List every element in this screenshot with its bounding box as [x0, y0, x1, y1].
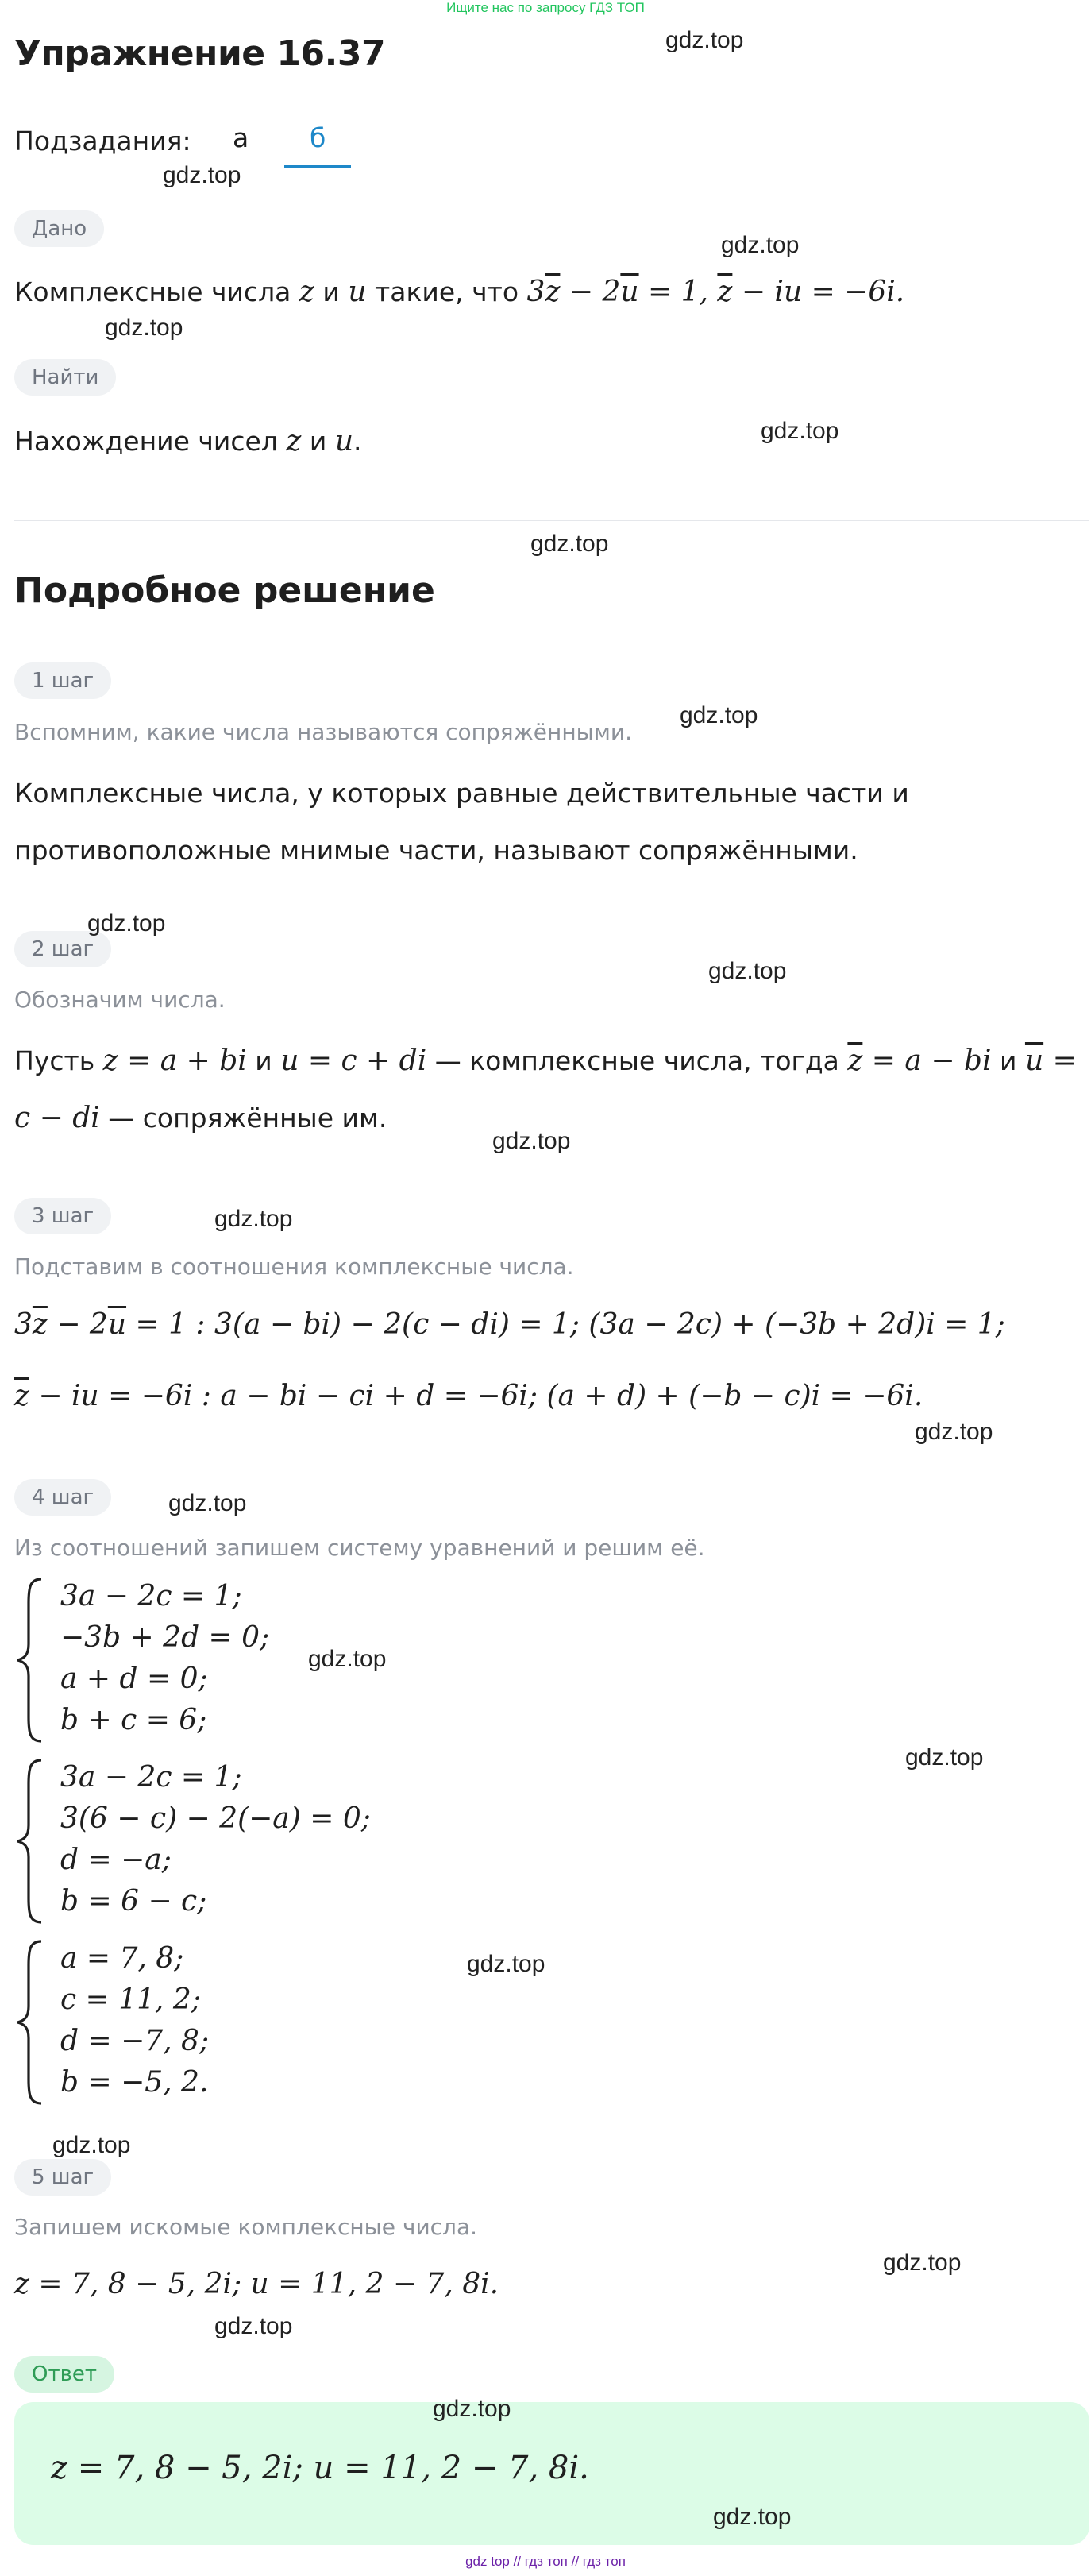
watermark: gdz.top	[708, 958, 787, 984]
watermark: gdz.top	[915, 1419, 993, 1445]
find-chip: Найти	[14, 359, 116, 396]
top-banner[interactable]: Ищите нас по запросу ГДЗ ТОП	[446, 0, 645, 15]
answer-box	[14, 2402, 1089, 2545]
answer-chip: Ответ	[14, 2356, 114, 2393]
step1-hint: Вспомним, какие числа называются сопряжёнными.	[14, 719, 632, 745]
system3-eq3: d = −7, 8;	[60, 2025, 210, 2057]
step3-chip: 3 шаг	[14, 1198, 111, 1234]
step3-line1: $3\overline{z} - 2\overline{u} = 1$ : 3(a − bi) − 2(c − di) = 1; (3a − 2c) + (−3b + 2d)i = 1;	[14, 1308, 1005, 1341]
watermark: gdz.top	[883, 2250, 962, 2276]
step2-line1: Пусть z = a + bi и u = c + di — комплексные числа, тогда $\overline{z} = a$ − bi и $\overline{u}$ =	[14, 1045, 1077, 1077]
system2-eq4: b = 6 − c;	[60, 1885, 207, 1918]
step2-chip: 2 шаг	[14, 931, 111, 967]
active-tab-indicator	[284, 165, 351, 168]
watermark: gdz.top	[308, 1646, 387, 1672]
subtasks-label: Подзадания:	[14, 126, 191, 156]
given-chip: Дано	[14, 210, 104, 247]
system2-eq1: 3a − 2c = 1;	[60, 1761, 242, 1794]
watermark: gdz.top	[665, 27, 744, 53]
solution-title: Подробное решение	[14, 570, 435, 611]
watermark: gdz.top	[530, 531, 609, 557]
step1-line2: противоположные мнимые части, называют сопряжёнными.	[14, 835, 858, 866]
step4-hint: Из соотношений запишем систему уравнений и решим её.	[14, 1535, 705, 1561]
tab-subtask-b[interactable]: б	[310, 122, 326, 153]
watermark: gdz.top	[214, 2313, 293, 2339]
watermark: gdz.top	[433, 2396, 511, 2422]
system3-eq1: a = 7, 8;	[60, 1942, 184, 1975]
find-text: Нахождение чисел z и u.	[14, 425, 362, 458]
watermark: gdz.top	[680, 702, 758, 728]
system1-eq1: 3a − 2c = 1;	[60, 1580, 242, 1612]
watermark: gdz.top	[163, 162, 241, 188]
system-1	[14, 1576, 491, 1744]
watermark: gdz.top	[905, 1744, 984, 1771]
system3-eq2: c = 11, 2;	[60, 1983, 201, 2016]
step3-hint: Подставим в соотношения комплексные числа.	[14, 1253, 574, 1280]
system-3	[14, 1938, 491, 2107]
left-brace-icon	[14, 1576, 46, 1744]
watermark: gdz.top	[105, 315, 183, 341]
system1-eq2: −3b + 2d = 0;	[60, 1621, 270, 1654]
system1-eq4: b + c = 6;	[60, 1704, 207, 1736]
watermark: gdz.top	[87, 910, 166, 937]
watermark: gdz.top	[492, 1128, 571, 1154]
tab-subtask-a[interactable]: а	[233, 122, 249, 153]
answer-text: z = 7, 8 − 5, 2i; u = 11, 2 − 7, 8i.	[51, 2450, 589, 2486]
step3-line2: $\overline{z}$ − iu = −6i : a − bi − ci + d = −6i; (a + d) + (−b − c)i = −6i.	[14, 1380, 923, 1412]
watermark: gdz.top	[214, 1206, 293, 1232]
step5-result: z = 7, 8 − 5, 2i; u = 11, 2 − 7, 8i.	[14, 2268, 499, 2300]
watermark: gdz.top	[52, 2132, 131, 2158]
step1-chip: 1 шаг	[14, 662, 111, 699]
watermark: gdz.top	[761, 418, 839, 444]
system3-eq4: b = −5, 2.	[60, 2066, 209, 2099]
step2-hint: Обозначим числа.	[14, 987, 226, 1013]
system2-eq3: d = −a;	[60, 1844, 172, 1876]
watermark: gdz.top	[467, 1951, 546, 1977]
given-text: Комплексные числа z и u такие, что $3\overline{z} - 2\overline{u} = 1$, $\overline{z}$ − iu = −6i.	[14, 276, 905, 308]
left-brace-icon	[14, 1757, 46, 1925]
watermark: gdz.top	[713, 2504, 792, 2530]
step5-hint: Запишем искомые комплексные числа.	[14, 2214, 478, 2240]
step4-chip: 4 шаг	[14, 1479, 111, 1516]
watermark: gdz.top	[721, 232, 800, 258]
step2-line2: c − di — сопряжённые им.	[14, 1102, 387, 1134]
system1-eq3: a + d = 0;	[60, 1663, 208, 1695]
page-title: Упражнение 16.37	[14, 33, 386, 74]
step1-line1: Комплексные числа, у которых равные действительные части и	[14, 778, 909, 809]
step5-chip: 5 шаг	[14, 2159, 111, 2196]
system2-eq2: 3(6 − c) − 2(−a) = 0;	[60, 1802, 371, 1835]
left-brace-icon	[14, 1938, 46, 2107]
section-divider	[14, 520, 1089, 521]
bottom-banner[interactable]: gdz top // гдз топ // гдз топ	[465, 2554, 626, 2569]
system-2	[14, 1757, 570, 1925]
watermark: gdz.top	[168, 1490, 247, 1516]
